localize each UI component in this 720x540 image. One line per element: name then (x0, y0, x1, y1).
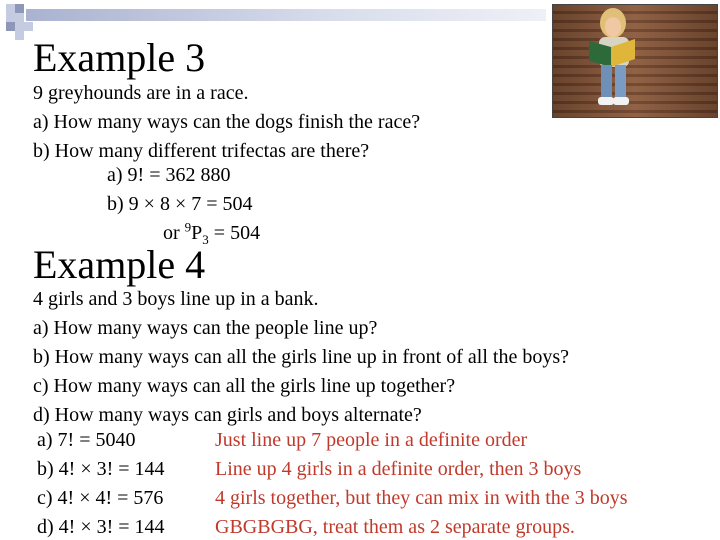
example4-answer-d-calc: d) 4! × 3! = 144 (37, 516, 165, 538)
permutation-r: 3 (202, 232, 209, 247)
example4-question-b: b) How many ways can all the girls line up in front of all the boys? (33, 346, 569, 368)
example3-answer-a: a) 9! = 362 880 (107, 164, 231, 186)
example4-intro: 4 girls and 3 boys line up in a bank. (33, 288, 319, 310)
permutation-n: 9 (184, 219, 192, 235)
example4-answer-a-note: Just line up 7 people in a definite order (215, 429, 528, 451)
example3-question-b: b) How many different trifectas are there? (33, 140, 370, 162)
permutation-result: = 504 (208, 222, 261, 244)
permutation-symbol: P (191, 222, 203, 244)
title-bar-decoration (26, 9, 546, 21)
example4-answer-d-note: GBGBGBG, treat them as 2 separate groups. (215, 516, 575, 538)
example4-question-a: a) How many ways can the people line up? (33, 317, 378, 339)
example3-question-a: a) How many ways can the dogs finish the race? (33, 111, 421, 133)
example3-answer-b: b) 9 × 8 × 7 = 504 (107, 193, 253, 215)
example4-answer-a-calc: a) 7! = 5040 (37, 429, 136, 451)
permutation-prefix: or (163, 222, 185, 244)
example3-intro: 9 greyhounds are in a race. (33, 82, 249, 104)
example4-title: Example 4 (33, 242, 206, 287)
example4-question-d: d) How many ways can girls and boys alternate? (33, 404, 422, 426)
example4-answer-b-note: Line up 4 girls in a definite order, then 3 boys (215, 458, 582, 480)
example4-answer-b-calc: b) 4! × 3! = 144 (37, 458, 165, 480)
reading-girl-photo (552, 4, 718, 118)
example4-answer-c-note: 4 girls together, but they can mix in with the 3 boys (215, 487, 628, 509)
example4-question-c: c) How many ways can all the girls line up together? (33, 375, 456, 397)
example3-title: Example 3 (33, 35, 206, 80)
example4-answer-c-calc: c) 4! × 4! = 576 (37, 487, 164, 509)
